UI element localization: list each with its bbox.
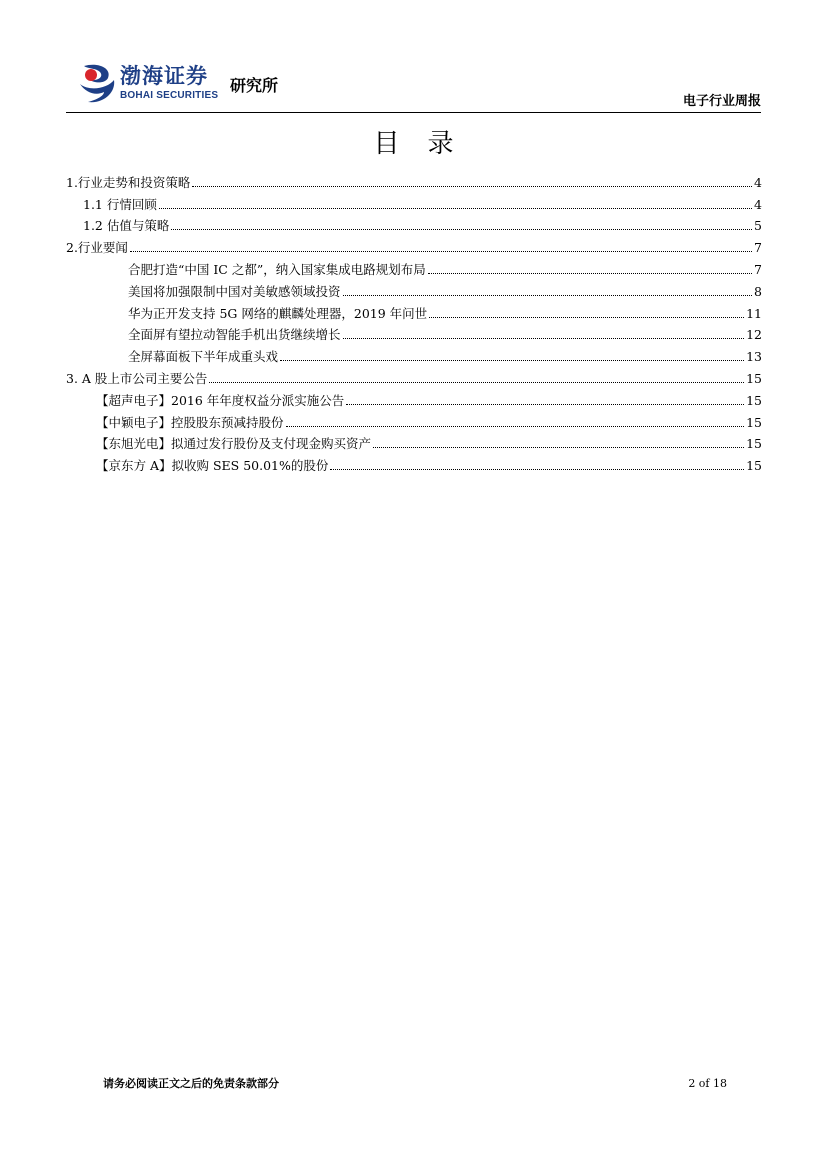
toc-entry-title: 3. A 股上市公司主要公告	[66, 370, 208, 386]
toc-entry[interactable]	[66, 299, 762, 321]
toc-entry-title: 全面屏有望拉动智能手机出货继续增长	[128, 327, 341, 343]
toc-entry-page: 15	[746, 458, 762, 474]
toc-dot-leader	[330, 458, 744, 473]
toc-entry-page: 7	[754, 261, 762, 277]
toc-dot-leader	[343, 284, 753, 299]
toc-dot-leader	[286, 415, 745, 430]
toc-dot-leader	[192, 175, 752, 190]
toc-entry-page: 5	[754, 218, 762, 234]
toc-dot-leader	[429, 306, 744, 321]
page-indicator: 2 of 18	[688, 1077, 727, 1090]
department-name: 研究所	[230, 76, 279, 95]
bohai-logo-icon	[78, 62, 118, 106]
toc-entry[interactable]	[66, 277, 762, 299]
toc-entry[interactable]	[66, 233, 762, 255]
toc-entry-title: 【超声电子】2016 年年度权益分派实施公告	[96, 392, 345, 408]
toc-entry[interactable]	[66, 255, 762, 277]
toc-entry-title: 合肥打造“中国 IC 之都”，纳入国家集成电路规划布局	[128, 261, 426, 277]
toc-entry-title: 【中颖电子】控股股东预减持股份	[96, 414, 284, 430]
toc-entry-page: 11	[746, 305, 762, 321]
toc-entry-page: 15	[746, 370, 762, 386]
toc-entry-page: 12	[746, 327, 762, 343]
header-divider	[66, 112, 761, 113]
logo-chinese-name: 渤海证券	[120, 64, 208, 88]
toc-dot-leader	[130, 240, 752, 255]
toc-entry-page: 13	[746, 349, 762, 365]
toc-entry-page: 15	[746, 392, 762, 408]
toc-dot-leader	[343, 327, 745, 342]
toc-entry-page: 15	[746, 436, 762, 452]
toc-entry[interactable]	[66, 212, 762, 234]
toc-entry[interactable]	[66, 451, 762, 473]
toc-entry-page: 7	[754, 240, 762, 256]
toc-entry-title: 2.行业要闻	[66, 240, 128, 256]
toc-dot-leader	[209, 371, 744, 386]
toc-entry-title: 全屏幕面板下半年成重头戏	[128, 349, 279, 365]
toc-entry-page: 15	[746, 414, 762, 430]
report-type: 电子行业周报	[682, 94, 761, 109]
toc-entry-title: 【东旭光电】拟通过发行股份及支付现金购买资产	[96, 436, 372, 452]
toc-dot-leader	[373, 436, 744, 451]
toc-entry[interactable]	[66, 364, 762, 386]
toc-entry-page: 4	[754, 196, 762, 212]
toc-entry-page: 8	[754, 283, 762, 299]
toc-dot-leader	[159, 197, 752, 212]
toc-dot-leader	[171, 218, 752, 233]
logo-english-name: BOHAI SECURITIES	[120, 90, 219, 101]
toc-entry[interactable]	[66, 168, 762, 190]
disclaimer-note: 请务必阅读正文之后的免责条款部分	[103, 1077, 279, 1090]
toc-dot-leader	[346, 393, 744, 408]
toc-entry-title: 【京东方 A】拟收购 SES 50.01%的股份	[96, 458, 329, 474]
toc-dot-leader	[428, 262, 752, 277]
toc-entry[interactable]	[66, 386, 762, 408]
toc-entry[interactable]	[66, 190, 762, 212]
toc-entry-title: 1.2 估值与策略	[83, 218, 170, 234]
toc-entry[interactable]	[66, 408, 762, 430]
toc-entry-title: 1.行业走势和投资策略	[66, 174, 191, 190]
toc-entry[interactable]	[66, 430, 762, 452]
page-title: 目录	[373, 129, 482, 159]
toc-entry[interactable]	[66, 342, 762, 364]
toc-dot-leader	[280, 349, 744, 364]
toc-entry[interactable]	[66, 321, 762, 343]
toc-entry-page: 4	[754, 174, 762, 190]
toc-entry-title: 1.1 行情回顾	[83, 196, 157, 212]
toc-entry-title: 美国将加强限制中国对美敏感领域投资	[128, 283, 341, 299]
company-logo	[78, 62, 298, 106]
toc-entry-title: 华为正开发支持 5G 网络的麒麟处理器，2019 年问世	[128, 305, 428, 321]
table-of-contents	[66, 168, 762, 473]
